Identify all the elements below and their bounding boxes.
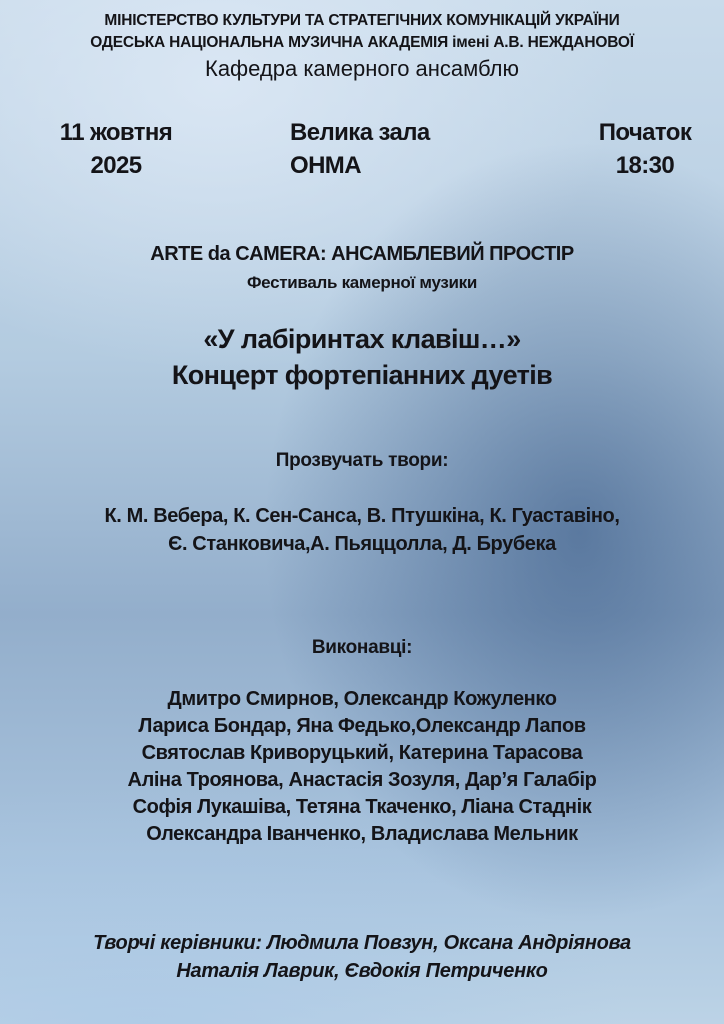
performers-line: Олександра Іванченко, Владислава Мельник [146, 823, 578, 845]
performers-line: Аліна Троянова, Анастасія Зозуля, Дар’я Галабір [127, 769, 597, 791]
concert-title: «У лабіринтах клавіш…» [203, 324, 521, 354]
leaders-line: Наталія Лаврик, Євдокія Петриченко [176, 960, 548, 982]
festival-name: ARTE da CAMERA: АНСАМБЛЕВИЙ ПРОСТІР [150, 243, 574, 265]
event-venue [290, 116, 490, 182]
performers-line: Софія Лукашіва, Тетяна Ткаченко, Ліана Стаднік [132, 796, 592, 818]
event-start [580, 116, 710, 182]
event-start-time: 18:30 [615, 152, 675, 179]
leaders-line: Творчі керівники: Людмила Повзун, Оксана Андріянова [93, 932, 631, 954]
festival-subtitle: Фестиваль камерної музики [246, 273, 478, 292]
performers-line: Лариса Бондар, Яна Федько,Олександр Лапов [138, 715, 586, 737]
department-heading: Кафедра камерного ансамблю [205, 56, 519, 81]
works-label: Прозвучать твори: [275, 450, 449, 471]
event-start-label: Початок [598, 119, 692, 146]
performers-line: Дмитро Смирнов, Олександр Кожуленко [167, 688, 557, 710]
works-line: Є. Станковича,А. Пьяццолла, Д. Брубека [168, 533, 556, 555]
ministry-heading: МІНІСТЕРСТВО КУЛЬТУРИ ТА СТРАТЕГІЧНИХ КОМУНІКАЦІЙ УКРАЇНИ [104, 12, 620, 29]
performers-label: Виконавці: [311, 637, 413, 658]
academy-heading: ОДЕСЬКА НАЦІОНАЛЬНА МУЗИЧНА АКАДЕМІЯ імені А.В. НЕЖДАНОВОЇ [90, 34, 634, 51]
concert-subtitle: Концерт фортепіанних дуетів [171, 360, 553, 390]
works-line: К. М. Вебера, К. Сен-Санса, В. Птушкіна, К. Гуаставіно, [104, 505, 620, 527]
event-date-year: 2025 [90, 152, 142, 179]
performers-line: Святослав Криворуцький, Катерина Тарасова [141, 742, 583, 764]
event-venue-org: ОНМА [290, 152, 361, 179]
event-date [36, 116, 196, 182]
event-date-day: 11 жовтня [59, 119, 173, 146]
event-venue-hall: Велика зала [290, 119, 430, 146]
